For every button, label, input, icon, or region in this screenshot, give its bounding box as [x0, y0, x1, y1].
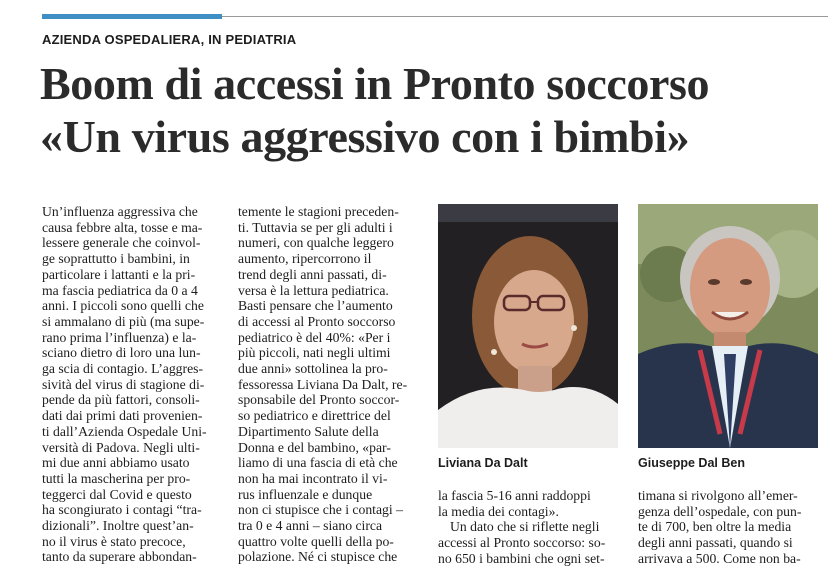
text-line: ti. Tuttavia se per gli adulti i: [238, 219, 393, 235]
headline: [40, 57, 709, 163]
text-line: particolare i lattanti e la pri-: [42, 266, 196, 282]
text-line: ga scia di contagio. L’aggres-: [42, 361, 204, 377]
portrait-illustration-2: [638, 204, 818, 448]
text-line: pende da più fattori, consoli-: [42, 392, 200, 408]
text-line: no il virus è stato precoce,: [42, 533, 186, 549]
text-line: quattro volte quelli della po-: [238, 533, 394, 549]
text-line: rano prima l’influenza) e la-: [42, 329, 197, 345]
headline-line-1: Boom di accessi in Pronto soccorso: [40, 58, 710, 109]
text-line: aumento, ripercorrono il: [238, 251, 372, 267]
text-line: fessoressa Liviana Da Dalt, re-: [238, 376, 408, 392]
photo-caption-1: Liviana Da Dalt: [438, 456, 528, 470]
text-line: versità di Padova. Negli ulti-: [42, 439, 200, 455]
text-line: ti dall’Azienda Ospedale Uni-: [42, 423, 207, 439]
kicker: AZIENDA OSPEDALIERA, IN PEDIATRIA: [42, 32, 297, 47]
text-line: tra 0 e 4 anni – siano circa: [238, 518, 383, 534]
text-line: la media dei contagi».: [438, 503, 559, 519]
text-line: di accessi al Pronto soccorso: [238, 313, 396, 329]
text-line: dati dai primi dati provenien-: [42, 408, 203, 424]
article-column-2: [238, 204, 420, 565]
article-column-4: [638, 488, 820, 567]
text-line: non ci stupisce che i contagi –: [238, 502, 403, 518]
text-line: sività del virus di stagione di-: [42, 376, 205, 392]
section-accent-bar: [42, 14, 222, 19]
text-line: tutti la mascherina per pro-: [42, 470, 191, 486]
text-line: genza dell’ospedale, con pun-: [638, 503, 802, 519]
text-line: si ammalano di più (ma supe-: [42, 313, 205, 329]
text-line: Un’influenza aggressiva che: [42, 204, 198, 219]
text-line: tanto da superare abbondan-: [42, 549, 197, 565]
text-line: pediatrico è del 40%: «Per i: [238, 329, 391, 345]
text-line: ma fascia pediatrica da 0 a 4: [42, 282, 198, 298]
text-line: trend degli anni passati, di-: [238, 266, 387, 282]
text-line: mi due anni abbiamo usato: [42, 455, 190, 471]
text-line: la fascia 5-16 anni raddoppi: [438, 488, 591, 503]
text-line: non ha mai incontrato il vi-: [238, 470, 388, 486]
photo-caption-2: Giuseppe Dal Ben: [638, 456, 745, 470]
text-line: causa febbre alta, tosse e ma-: [42, 219, 203, 235]
text-line: sponsabile del Pronto soccor-: [238, 392, 400, 408]
text-line: anni. I piccoli sono quelli che: [42, 298, 204, 314]
text-line: Donna e del bambino, «par-: [238, 439, 391, 455]
text-line: accessi al Pronto soccorso: so-: [438, 535, 606, 551]
text-line: rus influenzale e dunque: [238, 486, 373, 502]
text-line: ha scongiurato i contagi “tra-: [42, 502, 202, 518]
text-line: numeri, con qualche leggero: [238, 235, 394, 251]
text-line: arrivava a 500. Come non ba-: [638, 550, 801, 566]
text-line: Dipartimento Salute della: [238, 423, 379, 439]
text-line: più piccoli, nati negli ultimi: [238, 345, 391, 361]
text-line: Basti pensare che l’aumento: [238, 298, 393, 314]
text-line: so pediatrico e direttrice del: [238, 408, 391, 424]
text-line: versa è la lettura pediatrica.: [238, 282, 389, 298]
portrait-photo-giuseppe-dal-ben: [638, 204, 818, 448]
text-line: liamo di una fascia di età che: [238, 455, 398, 471]
text-line: due anni» sottolinea la pro-: [238, 361, 388, 377]
text-line: Un dato che si riflette negli: [450, 519, 600, 535]
headline-line-2: «Un virus aggressivo con i bimbi»: [40, 111, 690, 162]
text-line: lessere generale che coinvol-: [42, 235, 201, 251]
text-line: dizionali”. Inoltre quest’an-: [42, 518, 194, 534]
article-column-1: [42, 204, 224, 565]
text-line: teggerci dal Covid e questo: [42, 486, 192, 502]
text-line: ge soprattutto i bambini, in: [42, 251, 190, 267]
portrait-photo-liviana-da-dalt: [438, 204, 618, 448]
text-line: te di 700, ben oltre la media: [638, 519, 792, 535]
text-line: timana si rivolgono all’emer-: [638, 488, 798, 503]
text-line: sciano dietro di loro una lun-: [42, 345, 201, 361]
text-line: polazione. Né ci stupisce che: [238, 549, 398, 565]
article-column-3: [438, 488, 620, 567]
portrait-illustration-1: [438, 204, 618, 448]
text-line: degli anni passati, quando si: [638, 535, 793, 551]
text-line: no 650 i bambini che ogni set-: [438, 550, 605, 566]
text-line: temente le stagioni preceden-: [238, 204, 399, 219]
